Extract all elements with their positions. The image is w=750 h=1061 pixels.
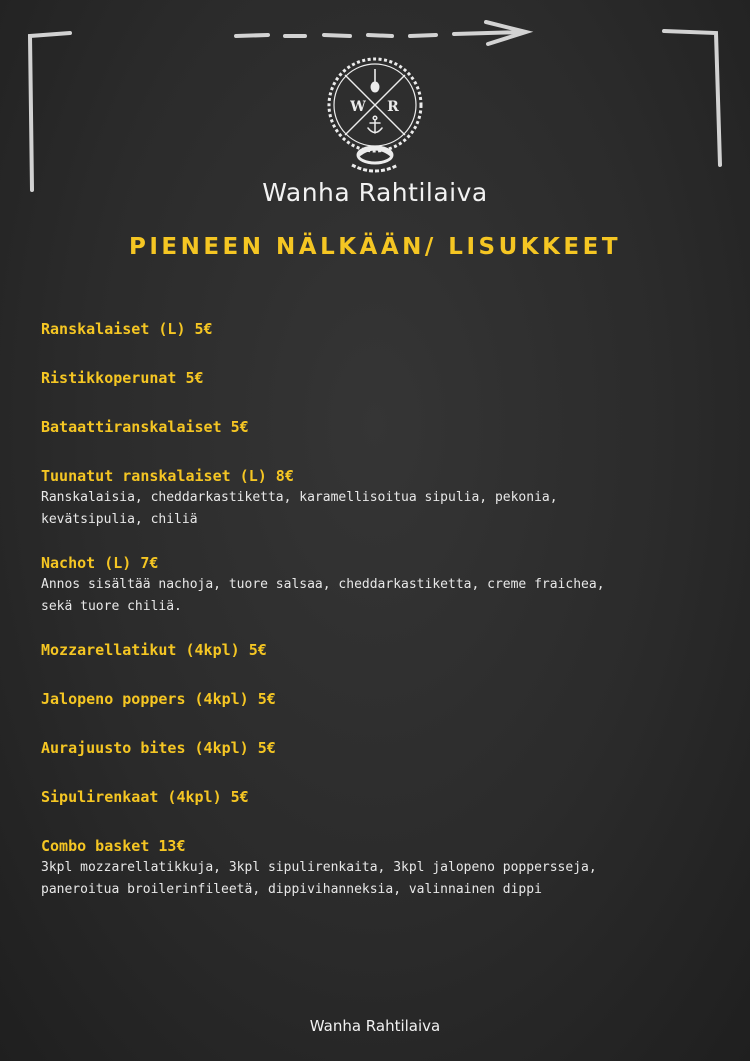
menu-item xyxy=(41,688,721,710)
menu-item xyxy=(41,416,721,438)
menu-item xyxy=(41,552,721,618)
menu-item-title: Tuunatut ranskalaiset (L) 8€ xyxy=(41,467,294,485)
anchor-icon xyxy=(368,116,382,133)
menu-item xyxy=(41,786,721,808)
menu-item-title: Jalopeno poppers (4kpl) 5€ xyxy=(41,690,276,708)
menu-item-description: Ranskalaisia, cheddarkastiketta, karamellisoitua sipulia, pekonia, kevätsipulia, chiliä xyxy=(41,490,558,527)
menu-item-title: Ranskalaiset (L) 5€ xyxy=(41,320,213,338)
menu-item-title: Ristikkoperunat 5€ xyxy=(41,369,204,387)
chalk-corner-bracket-icon xyxy=(30,33,70,190)
menu-item-title: Combo basket 13€ xyxy=(41,837,186,855)
menu-item xyxy=(41,318,721,340)
logo-letter-r: R xyxy=(387,99,399,115)
menu-item xyxy=(41,639,721,661)
menu-item-title: Nachot (L) 7€ xyxy=(41,554,159,572)
menu-item-description: 3kpl mozzarellatikkuja, 3kpl sipulirenkaita, 3kpl jalopeno poppersseja, paneroitua broilerinfileetä, dippivihanneksia, valinnainen dippi xyxy=(41,860,597,897)
menu-item xyxy=(41,835,721,901)
menu-item-title: Aurajuusto bites (4kpl) 5€ xyxy=(41,739,276,757)
chalk-arrow-icon xyxy=(236,22,526,44)
menu-item-title: Sipulirenkaat (4kpl) 5€ xyxy=(41,788,249,806)
menu-item-title: Bataattiranskalaiset 5€ xyxy=(41,418,249,436)
logo-letter-w: W xyxy=(350,99,366,115)
brand-name: Wanha Rahtilaiva xyxy=(262,178,488,207)
menu-list xyxy=(41,318,721,901)
menu-item xyxy=(41,465,721,531)
guitar-icon xyxy=(371,69,379,92)
section-title: PIENEEN NÄLKÄÄN/ LISUKKEET xyxy=(128,234,622,260)
logo xyxy=(322,55,428,175)
menu-item xyxy=(41,737,721,759)
footer-brand-name: Wanha Rahtilaiva xyxy=(309,1017,441,1035)
menu-item-description: Annos sisältää nachoja, tuore salsaa, cheddarkastiketta, creme fraichea, sekä tuore chiliä. xyxy=(41,577,605,614)
menu-item-title: Mozzarellatikut (4kpl) 5€ xyxy=(41,641,267,659)
chalk-corner-bracket-icon xyxy=(664,31,720,165)
menu-item xyxy=(41,367,721,389)
